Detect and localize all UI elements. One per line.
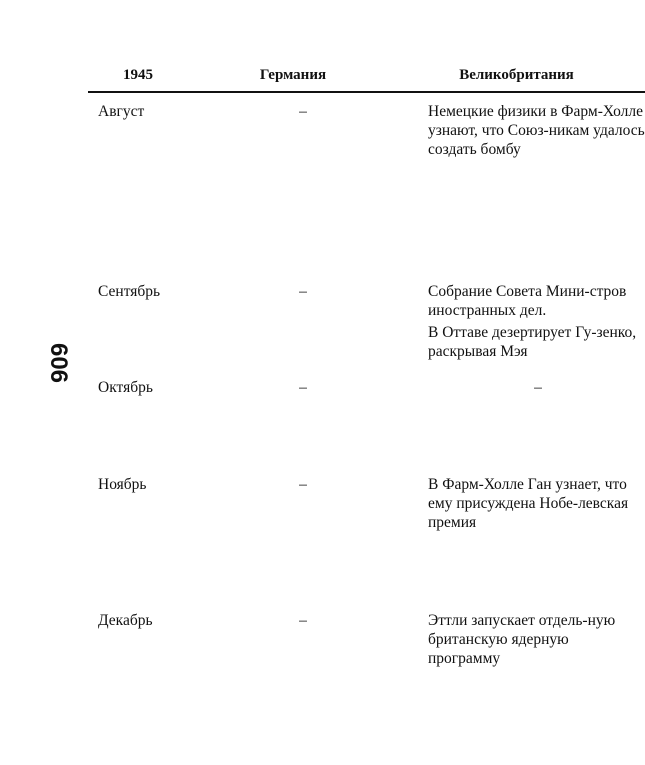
uk-entry: В Оттаве дезертирует Гу-зенко, раскрывая Мэя [428,324,637,360]
month-cell: Ноябрь [98,476,147,493]
germany-cell: – [299,103,307,120]
uk-entry: Собрание Совета Мини-стров иностранных дел. [428,283,627,319]
page-number: 606 [45,342,72,384]
uk-cell [428,475,643,535]
table-row [88,611,645,667]
germany-cell: – [299,612,307,629]
month-cell: Октябрь [98,379,153,396]
table-row [88,378,645,397]
uk-cell [428,102,645,162]
germany-cell: – [299,379,307,396]
header-germany: Германия [259,66,327,83]
uk-entry: Немецкие физики в Фарм-Холле узнают, что Союз-никам удалось создать бомбу [428,103,645,158]
header-uk: Великобритания [459,66,574,83]
month-cell: Сентябрь [98,283,161,300]
uk-cell [428,378,645,400]
month-cell: Декабрь [98,612,153,629]
germany-cell: – [299,283,307,300]
uk-entry: – [534,379,542,396]
table-header [88,60,645,90]
table-row [88,282,645,360]
germany-cell: – [299,476,307,493]
table-row [88,475,645,531]
uk-cell [428,611,643,671]
month-cell: Август [98,103,145,120]
header-rule [88,91,645,93]
chronology-table [88,60,645,667]
uk-entry: В Фарм-Холле Ган узнает, что ему присуждена Нобе-левская премия [428,476,629,531]
uk-entry: Эттли запускает отдель-ную британскую ядерную программу [428,612,616,667]
table-row [88,102,645,158]
uk-cell [428,282,643,364]
header-year: 1945 [123,66,153,83]
